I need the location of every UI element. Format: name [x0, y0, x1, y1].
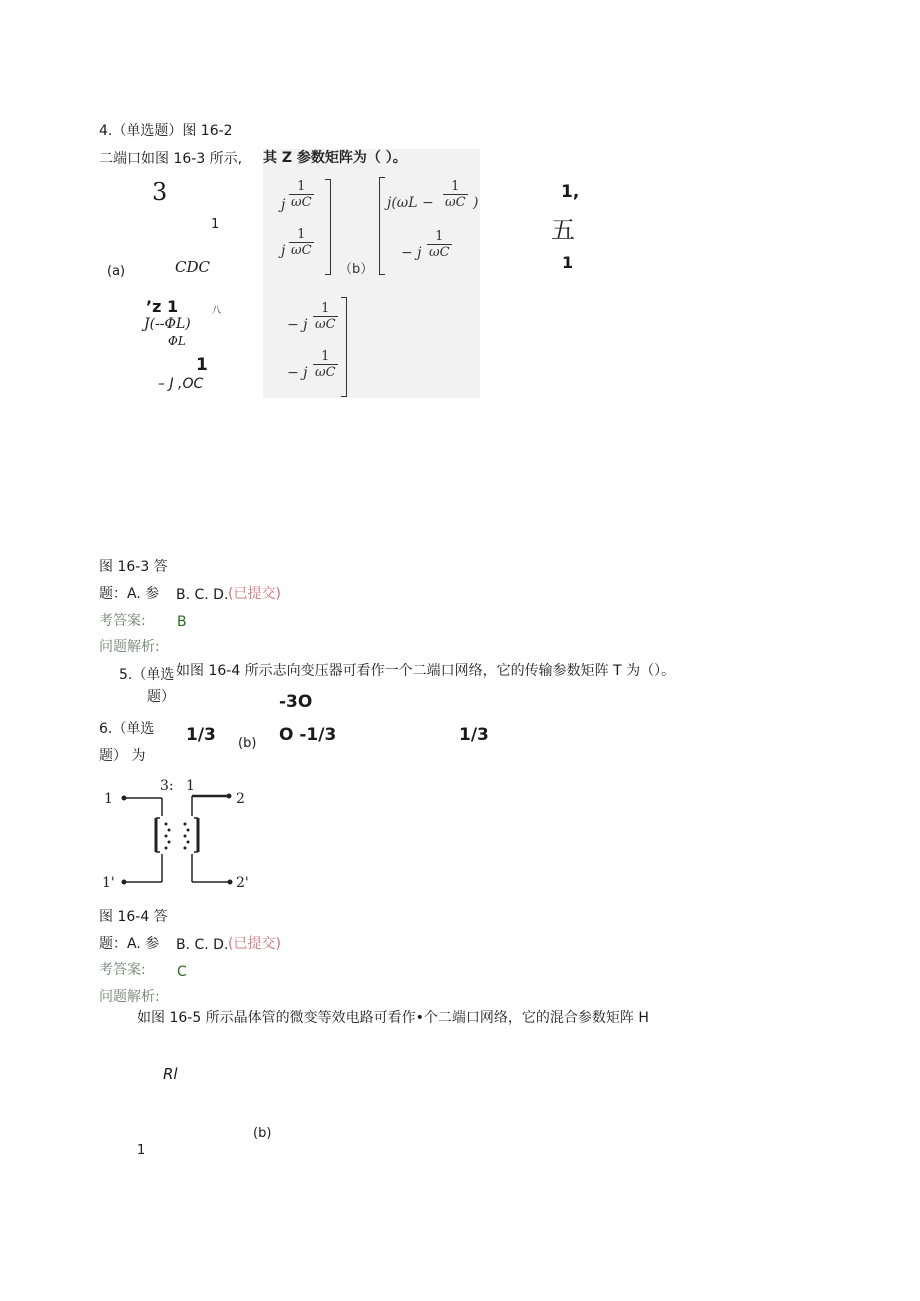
matrix-a-j-bottom: j	[281, 243, 286, 259]
q4-frag-phil: ΦL	[168, 334, 186, 348]
q6-label-b: 题） 为	[99, 748, 146, 764]
matrix-a-frac-top: $\frac{1}{\omega C}$	[291, 179, 312, 210]
port-2-label: 2	[236, 791, 245, 807]
q4-right-wu: 五	[551, 216, 575, 244]
q4-frag-a: (a)	[107, 264, 126, 279]
transformer-diagram	[98, 776, 258, 896]
q4-frag-3: 3	[152, 178, 168, 206]
q6-options: B. C. D.	[176, 937, 229, 953]
q4-heading: 4.（单选题）图 16-2	[99, 123, 233, 139]
matrix-c-frac-top: $\frac{1}{\omega C}$	[315, 301, 336, 332]
q5-text: 如图 16-4 所示志向变压器可看作一个二端口网络，它的传输参数矩阵 T 为（）。	[176, 663, 676, 679]
q6-frag-13a: 1/3	[186, 725, 216, 745]
q7-frag-1: 1	[137, 1143, 146, 1158]
matrix-c-bottom: − j	[287, 365, 308, 381]
matrix-c-top: − j	[287, 317, 308, 333]
q4-answer-line: 题：A. 参	[99, 586, 160, 602]
matrix-b-frac-bottom: $\frac{1}{\omega C}$	[429, 229, 450, 260]
port-1p-label: 1'	[102, 875, 115, 891]
z-matrix-figure	[263, 149, 480, 398]
q6-analysis-label: 问题解析:	[99, 989, 160, 1005]
q4-frag-1a: 1	[211, 217, 220, 232]
matrix-a-bracket	[325, 179, 331, 275]
q4-frag-z1: ’z 1	[146, 297, 179, 316]
port-1-label: 1	[104, 791, 113, 807]
matrix-c-frac-bottom: $\frac{1}{\omega C}$	[315, 349, 336, 380]
q4-fig-label: 图 16-3 答	[99, 559, 168, 575]
q4-options: B. C. D.	[176, 587, 229, 603]
q6-answer-line: 题：A. 参	[99, 936, 160, 952]
matrix-b-top: j(ωL −	[387, 195, 434, 211]
q4-right-1b: 1	[562, 253, 574, 272]
matrix-b-frac-top: $\frac{1}{\omega C}$	[445, 179, 466, 210]
q4-frag-jphil: J(--ΦL)	[144, 316, 191, 332]
q6-label-a: 6.（单选	[99, 721, 155, 737]
q6-fig-label: 图 16-4 答	[99, 909, 168, 925]
matrix-b-bracket-left	[379, 177, 385, 275]
q5-label-b: 题）	[147, 689, 175, 705]
ratio-3-label: 3:	[160, 778, 174, 794]
q4-right-1: 1,	[561, 182, 580, 202]
q5-frag-3o: -3O	[279, 692, 313, 712]
q6-ref-answer-label: 考答案:	[99, 962, 146, 978]
q4-submitted: (已提交)	[228, 586, 281, 602]
q6-submitted: (已提交)	[228, 936, 281, 952]
matrix-a-j-top: j	[281, 197, 286, 213]
q4-frag-cdc: CDC	[175, 258, 210, 276]
q7-frag-b: (b)	[253, 1126, 272, 1141]
ratio-1-label: 1	[186, 778, 195, 794]
q4-analysis-label: 问题解析:	[99, 639, 160, 655]
q7-frag-rl: Rl	[163, 1065, 178, 1083]
matrix-c-bracket	[341, 297, 347, 397]
port-2p-label: 2'	[236, 875, 249, 891]
matrix-b-label: （b）	[339, 262, 374, 277]
q6-frag-o13: O -1/3	[279, 725, 337, 745]
matrix-a-frac-bottom: $\frac{1}{\omega C}$	[291, 227, 312, 258]
q4-frag-joc: – J ,OC	[158, 376, 204, 392]
q6-frag-13b: 1/3	[459, 725, 489, 745]
q4-ref-answer-label: 考答案:	[99, 613, 146, 629]
q6-frag-b: (b)	[238, 736, 257, 751]
q6-ref-answer: C	[177, 964, 187, 980]
q5-label-a: 5.（单选	[119, 667, 175, 683]
q4-line2: 二端口如图 16-3 所示,	[99, 151, 243, 167]
q4-frag-1b: 1	[196, 355, 208, 375]
q7-text: 如图 16-5 所示晶体管的微变等效电路可看作•个二端口网络，它的混合参数矩阵 H	[137, 1010, 649, 1026]
matrix-b-top-close: )	[473, 195, 479, 211]
q4-ref-answer: B	[177, 614, 187, 630]
q4-frag-ba: 八	[212, 306, 222, 316]
figure-caption: 其 Z 参数矩阵为（ ）。	[263, 150, 407, 166]
matrix-b-bottom: − j	[401, 245, 422, 261]
